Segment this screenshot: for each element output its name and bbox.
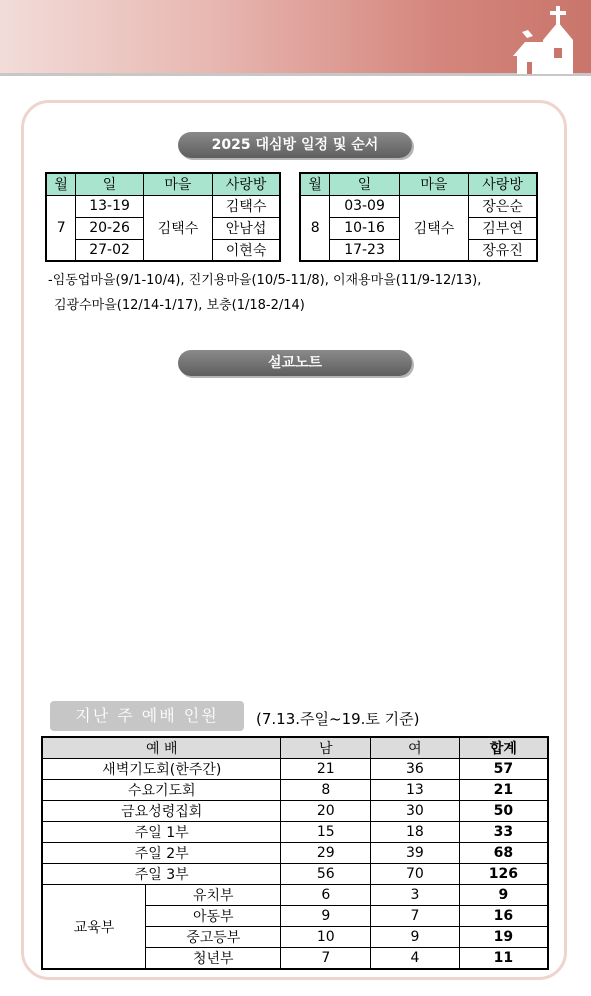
room-cell: 이현숙: [213, 239, 280, 261]
female-count: 13: [371, 780, 460, 801]
male-count: 10: [281, 927, 371, 948]
table-row: [42, 801, 548, 822]
col-room: 사랑방: [469, 173, 537, 195]
room-cell: 안남섭: [213, 217, 280, 239]
female-count: 4: [371, 948, 460, 970]
day-cell: 13-19: [76, 195, 143, 217]
total-count: 50: [459, 801, 548, 822]
day-cell: 20-26: [76, 217, 143, 239]
table-row: [42, 759, 548, 780]
total-count: 21: [459, 780, 548, 801]
total-count: 57: [459, 759, 548, 780]
village-cell: 김택수: [143, 195, 212, 261]
service-name: 주일 1부: [42, 822, 281, 843]
col-day: 일: [330, 173, 399, 195]
table-row: [42, 885, 548, 906]
table-header-row: [42, 737, 548, 759]
col-village: 마을: [143, 173, 212, 195]
schedule-table-august: [299, 172, 538, 262]
schedule-title: 2025 대심방 일정 및 순서: [178, 132, 412, 158]
day-cell: 27-02: [76, 239, 143, 261]
col-room: 사랑방: [213, 173, 280, 195]
male-count: 6: [281, 885, 371, 906]
male-count: 20: [281, 801, 371, 822]
total-count: 68: [459, 843, 548, 864]
col-month: 월: [300, 173, 330, 195]
village-cell: 김택수: [399, 195, 468, 261]
table-row: [42, 843, 548, 864]
total-count: 33: [459, 822, 548, 843]
col-month: 월: [46, 173, 76, 195]
room-cell: 장은순: [469, 195, 537, 217]
female-count: 30: [371, 801, 460, 822]
month-cell: 7: [46, 195, 76, 261]
col-village: 마을: [399, 173, 468, 195]
attendance-table: [41, 736, 549, 970]
male-count: 7: [281, 948, 371, 970]
total-count: 16: [459, 906, 548, 927]
church-icon: [511, 2, 581, 74]
table-row: [42, 822, 548, 843]
male-count: 9: [281, 906, 371, 927]
total-count: 11: [459, 948, 548, 970]
day-cell: 10-16: [330, 217, 399, 239]
service-name: 청년부: [146, 948, 281, 970]
female-count: 18: [371, 822, 460, 843]
male-count: 56: [281, 864, 371, 885]
female-count: 7: [371, 906, 460, 927]
service-name: 중고등부: [146, 927, 281, 948]
header-banner: [0, 0, 591, 75]
day-cell: 17-23: [330, 239, 399, 261]
female-count: 70: [371, 864, 460, 885]
header-female: 여: [371, 737, 460, 759]
male-count: 21: [281, 759, 371, 780]
service-name: 금요성령집회: [42, 801, 281, 822]
total-count: 9: [459, 885, 548, 906]
female-count: 3: [371, 885, 460, 906]
table-row: [42, 780, 548, 801]
female-count: 39: [371, 843, 460, 864]
attendance-title: 지난 주 예배 인원: [50, 701, 244, 731]
room-cell: 김택수: [213, 195, 280, 217]
col-day: 일: [76, 173, 143, 195]
day-cell: 03-09: [330, 195, 399, 217]
sermon-note-title: 설교노트: [178, 350, 412, 376]
attendance-period: (7.13.주일~19.토 기준): [256, 710, 420, 728]
total-count: 19: [459, 927, 548, 948]
schedule-note: -임동업마을(9/1-10/4), 진기용마을(10/5-11/8), 이재용마을(11/9-12/13),: [48, 273, 482, 288]
service-name: 주일 2부: [42, 843, 281, 864]
header-divider: [0, 73, 591, 76]
table-row: [42, 864, 548, 885]
service-name: 아동부: [146, 906, 281, 927]
education-label: 교육부: [42, 885, 146, 970]
room-cell: 장유진: [469, 239, 537, 261]
male-count: 29: [281, 843, 371, 864]
header-service: 예 배: [42, 737, 281, 759]
total-count: 126: [459, 864, 548, 885]
schedule-note: 김광수마을(12/14-1/17), 보충(1/18-2/14): [54, 298, 305, 313]
header-male: 남: [281, 737, 371, 759]
service-name: 새벽기도회(한주간): [42, 759, 281, 780]
service-name: 주일 3부: [42, 864, 281, 885]
service-name: 유치부: [146, 885, 281, 906]
male-count: 15: [281, 822, 371, 843]
female-count: 9: [371, 927, 460, 948]
header-total: 합계: [459, 737, 548, 759]
month-cell: 8: [300, 195, 330, 261]
service-name: 수요기도회: [42, 780, 281, 801]
female-count: 36: [371, 759, 460, 780]
room-cell: 김부연: [469, 217, 537, 239]
male-count: 8: [281, 780, 371, 801]
schedule-table-july: [45, 172, 281, 262]
